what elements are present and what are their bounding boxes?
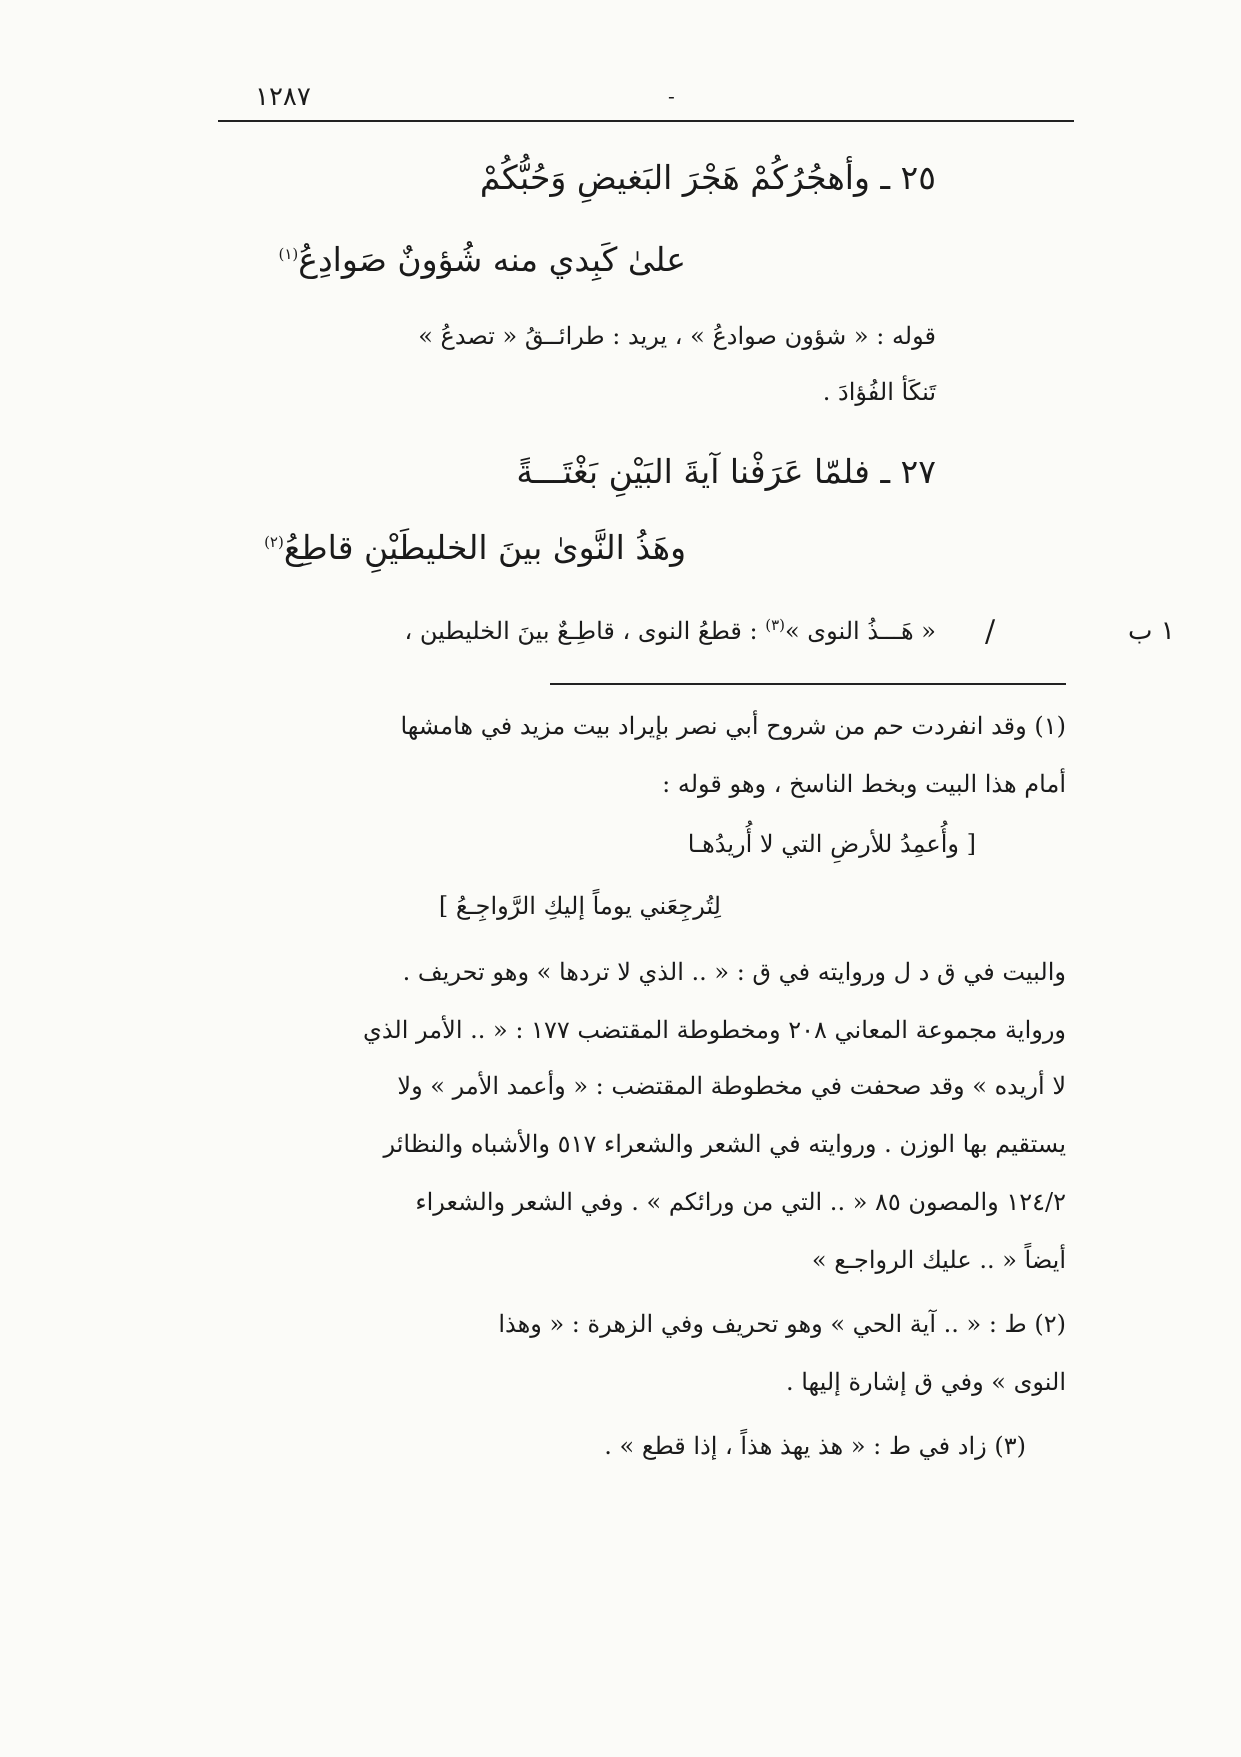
footnote-ref-1: (١) <box>278 245 299 263</box>
folio-slash: / <box>985 614 996 649</box>
footnote-2-line-2: النوى » وفي ق إشارة إليها . <box>785 1368 1066 1396</box>
commentary-25-line-2: تَنكَأ الفُؤادَ . <box>822 378 936 406</box>
commentary-25-line-1: قوله : « شؤون صوادعُ » ، يريد : طرائــقُ « تصدعُ » <box>418 322 936 350</box>
commentary-27-line <box>405 616 937 645</box>
verse-27-second-hemistich <box>264 528 686 567</box>
footnote-1-line-1: (١) وقد انفردت حم من شروح أبي نصر بإيراد بيت مزيد في هامشها <box>400 712 1066 740</box>
verse-27-second-text: وهَذُ النَّوىٰ بينَ الخليطَيْنِ قاطِعُ <box>283 528 686 567</box>
footnote-2-line-1: (٢) ط : « .. آية الحي » وهو تحريف وفي الزهرة : « وهذا <box>498 1310 1066 1338</box>
footnote-1-line-9: ١٢٤/٢ والمصون ٨٥ « .. التي من ورائكم » . وفي الشعر والشعراء <box>415 1188 1066 1216</box>
commentary-27-quote: « هَـــذُ النوى » <box>784 617 936 645</box>
footnote-1-line-7: لا أريده » وقد صحفت في مخطوطة المقتضب : « وأعمد الأمر » ولا <box>397 1072 1066 1100</box>
commentary-27-rest: : قطعُ النوى ، قاطِـعٌ بينَ الخليطين ، <box>404 617 758 645</box>
footnote-3-line-1: (٣) زاد في ط : « هذ يهذ هذاً ، إذا قطع » . <box>604 1432 1026 1460</box>
footnote-1-verse-2: لِتُرجِعَني يوماً إليكِ الرَّواجِـعُ ] <box>438 892 721 920</box>
header-mark: - <box>668 84 675 108</box>
footnote-1-line-8: يستقيم بها الوزن . وروايته في الشعر والشعراء ٥١٧ والأشباه والنظائر <box>383 1130 1066 1158</box>
header-rule <box>218 120 1074 122</box>
page-number: ١٢٨٧ <box>255 82 311 112</box>
verse-25-second-hemistich <box>279 240 687 279</box>
footnote-1-line-5: والبيت في ق د ل وروايته في ق : « .. الذي لا تردها » وهو تحريف . <box>402 958 1066 986</box>
footnote-1-line-6: ورواية مجموعة المعاني ٢٠٨ ومخطوطة المقتضب ١٧٧ : « .. الأمر الذي <box>363 1016 1066 1044</box>
verse-25-second-text: علىٰ كَبِدي منه شُؤونٌ صَوادِعُ <box>298 240 686 279</box>
folio-marker: ١ ب <box>1128 616 1175 646</box>
footnote-ref-3: (٣) <box>765 616 785 634</box>
verse-25-first-hemistich: ٢٥ ـ وأهجُرُكُمْ هَجْرَ البَغيضِ وَحُبُّكُمْ <box>479 158 936 197</box>
footnote-1-line-2: أمام هذا البيت وبخط الناسخ ، وهو قوله : <box>662 770 1066 798</box>
footnote-ref-2: (٢) <box>264 533 284 551</box>
verse-27-first-hemistich: ٢٧ ـ فلمّا عَرَفْنا آيةَ البَيْنِ بَغْتَـــةً <box>516 452 936 491</box>
footnote-rule <box>550 683 1066 685</box>
footnote-1-line-10: أيضاً « .. عليك الرواجـع » <box>811 1246 1066 1274</box>
footnote-1-verse-1: [ وأُعمِدُ للأرضِ التي لا أُريدُهـا <box>687 830 976 858</box>
